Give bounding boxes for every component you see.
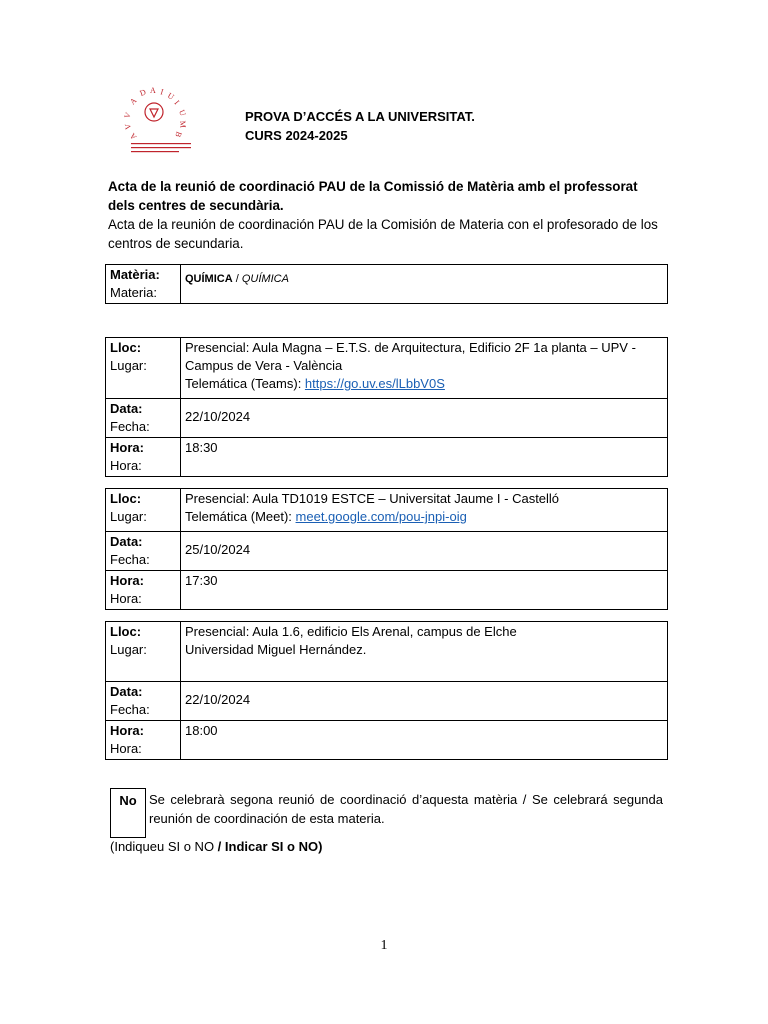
hora-label: Hora: Hora: (106, 571, 181, 610)
meeting-time: 18:30 (181, 438, 668, 477)
meeting-table-1 (105, 337, 668, 477)
teams-link[interactable]: https://go.uv.es/lLbbV0S (304, 376, 445, 391)
svg-text:A: A (128, 95, 139, 107)
page-number: 1 (380, 938, 388, 953)
university-logo (117, 85, 199, 155)
svg-text:U: U (177, 108, 188, 118)
meeting-table-3 (105, 621, 668, 760)
svg-text:A: A (127, 131, 139, 142)
second-meeting-text: Se celebrarà segona reunió de coordinació d’aquesta matèria / Se celebrará segunda reunión de coordinación de esta materia. (149, 792, 663, 826)
lloc-label: Lloc: Lugar: (106, 338, 181, 399)
data-label: Data: Fecha: (106, 532, 181, 571)
acta-title-es: Acta de la reunión de coordinación PAU de la Comisión de Materia con el profesorado de los centros de secundaria. (108, 217, 658, 251)
second-meeting-answer[interactable]: No (110, 788, 146, 838)
indicate-instruction: (Indiqueu SI o NO / Indicar SI o NO) (110, 839, 323, 854)
acta-title-ca: Acta de la reunió de coordinació PAU de la Comissió de Matèria amb el professorat dels centres de secundària. (108, 179, 638, 213)
meeting-table-2 (105, 488, 668, 610)
svg-text:D: D (138, 87, 148, 98)
meeting-place: Presencial: Aula Magna – E.T.S. de Arquitectura, Edificio 2F 1a planta – UPV - Campus de Vera - València Telemática (Teams): https://go.uv.es/lLbbV0S (181, 338, 668, 399)
university-seal-icon (117, 85, 199, 155)
meeting-place: Presencial: Aula 1.6, edificio Els Arenal, campus de Elche Universidad Miguel Hernández. (181, 622, 668, 682)
meeting-date: 22/10/2024 (181, 399, 668, 438)
lloc-label: Lloc: Lugar: (106, 622, 181, 682)
meet-link[interactable]: meet.google.com/pou-jnpi-oig (295, 509, 467, 524)
acta-title (108, 177, 668, 253)
document-header (245, 107, 475, 145)
materia-value: QUÍMICA / QUÍMICA (181, 265, 668, 304)
svg-text:M: M (178, 120, 188, 129)
data-label: Data: Fecha: (106, 399, 181, 438)
meeting-time: 17:30 (181, 571, 668, 610)
materia-table (105, 264, 668, 304)
svg-text:V: V (123, 122, 133, 131)
hora-label: Hora: Hora: (106, 438, 181, 477)
svg-text:U: U (166, 90, 176, 102)
meeting-time: 18:00 (181, 721, 668, 760)
svg-text:A: A (150, 86, 156, 95)
svg-text:I: I (172, 98, 182, 107)
materia-label: Matèria: Materia: (106, 265, 181, 304)
meeting-date: 25/10/2024 (181, 532, 668, 571)
meeting-place: Presencial: Aula TD1019 ESTCE – Universitat Jaume I - Castelló Telemática (Meet): meet.google.com/pou-jnpi-oig (181, 489, 668, 532)
data-label: Data: Fecha: (106, 682, 181, 721)
meeting-date: 22/10/2024 (181, 682, 668, 721)
header-line-1: PROVA D’ACCÉS A LA UNIVERSITAT. (245, 109, 475, 124)
svg-text:I: I (159, 87, 165, 97)
svg-text:B: B (173, 130, 184, 139)
hora-label: Hora: Hora: (106, 721, 181, 760)
svg-text:V: V (122, 111, 133, 120)
lloc-label: Lloc: Lugar: (106, 489, 181, 532)
header-line-2: CURS 2024-2025 (245, 128, 348, 143)
